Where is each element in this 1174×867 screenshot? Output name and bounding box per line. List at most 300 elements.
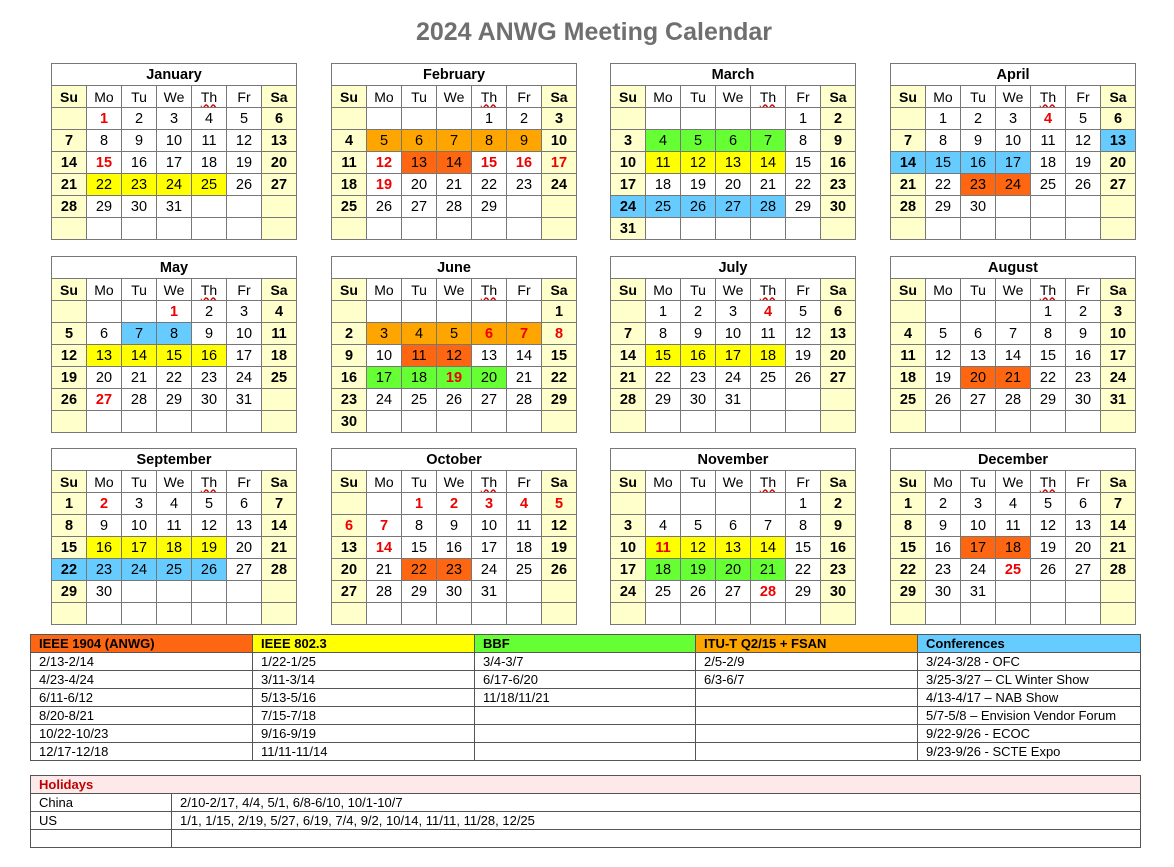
day-cell (891, 108, 926, 130)
day-cell: 2 (122, 108, 157, 130)
day-cell: 9 (192, 323, 227, 345)
day-cell: 26 (681, 581, 716, 603)
week-row (52, 323, 297, 345)
day-cell: 23 (122, 174, 157, 196)
day-cell (472, 603, 507, 625)
day-cell: 31 (611, 218, 646, 240)
day-cell: 29 (472, 196, 507, 218)
legend-entry: 3/24-3/28 - OFC (918, 653, 1141, 671)
week-row (332, 174, 577, 196)
day-cell: 6 (332, 515, 367, 537)
day-cell (751, 218, 786, 240)
day-cell: 16 (961, 152, 996, 174)
legend-header: BBF (475, 635, 696, 653)
day-cell: 6 (1066, 493, 1101, 515)
day-header: Su (52, 471, 87, 493)
day-cell: 11 (996, 515, 1031, 537)
day-header: We (437, 86, 472, 108)
day-cell: 26 (542, 559, 577, 581)
week-row (332, 323, 577, 345)
legend-row (31, 725, 1141, 743)
day-cell (472, 411, 507, 433)
week-row (891, 345, 1136, 367)
week-row (332, 559, 577, 581)
legend-row (31, 707, 1141, 725)
day-cell: 6 (716, 515, 751, 537)
day-cell: 15 (786, 152, 821, 174)
day-cell: 7 (437, 130, 472, 152)
day-cell: 8 (157, 323, 192, 345)
day-cell (52, 603, 87, 625)
week-row (891, 174, 1136, 196)
day-cell (716, 108, 751, 130)
day-cell: 25 (192, 174, 227, 196)
day-cell: 11 (751, 323, 786, 345)
week-row (52, 108, 297, 130)
meeting-legend-table (30, 634, 1141, 761)
day-cell (52, 218, 87, 240)
day-cell: 1 (87, 108, 122, 130)
day-header: Fr (1066, 86, 1101, 108)
day-cell: 18 (646, 174, 681, 196)
day-cell: 3 (227, 301, 262, 323)
day-cell: 7 (751, 515, 786, 537)
day-header: Sa (542, 279, 577, 301)
day-cell (227, 196, 262, 218)
day-cell (542, 196, 577, 218)
day-cell (192, 218, 227, 240)
day-cell: 19 (227, 152, 262, 174)
week-row (52, 389, 297, 411)
week-row (332, 367, 577, 389)
day-header: Tu (402, 471, 437, 493)
day-cell: 22 (402, 559, 437, 581)
day-cell: 6 (472, 323, 507, 345)
day-cell: 24 (472, 559, 507, 581)
day-cell: 9 (681, 323, 716, 345)
day-cell: 22 (786, 559, 821, 581)
day-cell: 26 (227, 174, 262, 196)
day-header: Su (52, 86, 87, 108)
day-cell: 5 (1031, 493, 1066, 515)
day-cell: 14 (891, 152, 926, 174)
week-row (611, 218, 856, 240)
day-cell: 24 (122, 559, 157, 581)
day-cell: 4 (646, 130, 681, 152)
day-header: Sa (1101, 471, 1136, 493)
day-cell: 20 (472, 367, 507, 389)
day-cell (1066, 603, 1101, 625)
day-cell (367, 603, 402, 625)
day-cell (1066, 218, 1101, 240)
day-header: Su (52, 279, 87, 301)
day-cell: 9 (437, 515, 472, 537)
day-header: Su (891, 86, 926, 108)
day-cell: 16 (821, 152, 856, 174)
day-cell: 11 (262, 323, 297, 345)
day-header: Tu (122, 279, 157, 301)
day-header: Sa (262, 86, 297, 108)
week-row (332, 301, 577, 323)
day-cell: 24 (227, 367, 262, 389)
day-header: Tu (681, 279, 716, 301)
day-cell: 19 (681, 559, 716, 581)
day-cell (262, 389, 297, 411)
legend-entry (696, 707, 918, 725)
day-cell: 27 (472, 389, 507, 411)
day-cell (227, 603, 262, 625)
day-cell: 26 (681, 196, 716, 218)
day-cell (891, 603, 926, 625)
day-header: Su (332, 86, 367, 108)
day-cell: 24 (1101, 367, 1136, 389)
day-header: Sa (262, 471, 297, 493)
day-cell: 29 (542, 389, 577, 411)
day-cell: 30 (1066, 389, 1101, 411)
day-header: Mo (87, 279, 122, 301)
day-cell: 13 (716, 537, 751, 559)
day-header-label: Th (1039, 88, 1057, 105)
day-cell: 20 (332, 559, 367, 581)
day-cell: 23 (926, 559, 961, 581)
day-cell: 8 (1031, 323, 1066, 345)
day-header-label: Th (200, 281, 218, 298)
day-cell (821, 218, 856, 240)
month-january (51, 63, 297, 240)
day-cell: 1 (157, 301, 192, 323)
day-header: We (716, 279, 751, 301)
day-cell (891, 411, 926, 433)
day-cell: 17 (611, 174, 646, 196)
week-row (52, 603, 297, 625)
day-cell: 2 (437, 493, 472, 515)
day-cell: 10 (996, 130, 1031, 152)
day-cell (367, 108, 402, 130)
day-cell: 5 (681, 515, 716, 537)
day-cell (821, 603, 856, 625)
day-header (192, 279, 227, 301)
week-row (52, 152, 297, 174)
day-cell: 17 (157, 152, 192, 174)
holidays-table (30, 775, 1141, 848)
day-header: Fr (507, 471, 542, 493)
day-cell: 10 (157, 130, 192, 152)
day-header: Mo (646, 86, 681, 108)
day-cell: 22 (891, 559, 926, 581)
day-cell: 10 (367, 345, 402, 367)
week-row (611, 196, 856, 218)
day-cell: 8 (786, 130, 821, 152)
holiday-row (31, 830, 1141, 848)
week-row (332, 108, 577, 130)
legend-header: IEEE 1904 (ANWG) (31, 635, 253, 653)
day-cell (1101, 581, 1136, 603)
day-cell: 20 (227, 537, 262, 559)
day-cell (1031, 218, 1066, 240)
day-cell: 15 (786, 537, 821, 559)
day-cell: 23 (87, 559, 122, 581)
week-row (332, 130, 577, 152)
day-cell (681, 493, 716, 515)
day-cell (926, 218, 961, 240)
day-header: We (437, 279, 472, 301)
day-cell: 24 (157, 174, 192, 196)
week-row (891, 367, 1136, 389)
day-header: Sa (542, 471, 577, 493)
legend-entry (475, 743, 696, 761)
day-cell: 12 (1031, 515, 1066, 537)
day-cell: 3 (961, 493, 996, 515)
day-cell (542, 411, 577, 433)
day-cell: 18 (157, 537, 192, 559)
day-cell (437, 108, 472, 130)
day-cell: 21 (1101, 537, 1136, 559)
day-header: Su (332, 471, 367, 493)
day-header: Su (611, 279, 646, 301)
day-cell: 8 (926, 130, 961, 152)
day-cell: 1 (891, 493, 926, 515)
day-cell (87, 411, 122, 433)
day-header: We (157, 86, 192, 108)
day-cell: 14 (611, 345, 646, 367)
day-header: We (716, 86, 751, 108)
day-cell (1031, 581, 1066, 603)
week-row (332, 537, 577, 559)
legend-entry: 7/15-7/18 (253, 707, 475, 725)
day-cell: 19 (52, 367, 87, 389)
day-header (751, 279, 786, 301)
day-cell: 13 (1101, 130, 1136, 152)
day-cell (926, 411, 961, 433)
day-cell: 23 (821, 174, 856, 196)
day-cell: 4 (751, 301, 786, 323)
day-cell (367, 493, 402, 515)
legend-entry: 2/13-2/14 (31, 653, 253, 671)
week-row (52, 367, 297, 389)
day-cell (122, 411, 157, 433)
holidays-header: Holidays (31, 776, 1141, 794)
month-name: January (52, 64, 297, 86)
day-header: Fr (227, 471, 262, 493)
legend-header: IEEE 802.3 (253, 635, 475, 653)
day-cell: 28 (122, 389, 157, 411)
day-cell (507, 218, 542, 240)
day-cell: 28 (52, 196, 87, 218)
day-cell (611, 493, 646, 515)
day-cell (1101, 411, 1136, 433)
day-cell (961, 218, 996, 240)
day-cell: 28 (507, 389, 542, 411)
week-row (332, 345, 577, 367)
day-cell: 4 (507, 493, 542, 515)
day-header: Mo (87, 86, 122, 108)
day-cell: 23 (681, 367, 716, 389)
day-cell (1066, 581, 1101, 603)
day-header: We (996, 279, 1031, 301)
month-november (610, 448, 856, 625)
day-cell: 1 (472, 108, 507, 130)
day-cell (367, 301, 402, 323)
day-cell: 30 (332, 411, 367, 433)
day-cell: 15 (1031, 345, 1066, 367)
day-cell: 4 (996, 493, 1031, 515)
week-row (52, 493, 297, 515)
day-cell: 3 (157, 108, 192, 130)
week-row (52, 301, 297, 323)
day-cell (751, 108, 786, 130)
day-cell: 2 (961, 108, 996, 130)
day-header-label: Th (1039, 281, 1057, 298)
day-header-label: Th (480, 281, 498, 298)
day-cell: 20 (87, 367, 122, 389)
day-cell: 19 (1031, 537, 1066, 559)
day-cell: 23 (507, 174, 542, 196)
month-name: December (891, 449, 1136, 471)
day-cell: 15 (891, 537, 926, 559)
week-row (611, 515, 856, 537)
day-cell (681, 108, 716, 130)
legend-entry (475, 725, 696, 743)
day-header-label: Th (480, 473, 498, 490)
day-header-label: Th (200, 88, 218, 105)
day-cell (367, 218, 402, 240)
day-cell (751, 493, 786, 515)
day-header: Mo (926, 86, 961, 108)
legend-entry: 11/11-11/14 (253, 743, 475, 761)
day-cell: 13 (1066, 515, 1101, 537)
month-name: April (891, 64, 1136, 86)
day-cell (542, 581, 577, 603)
day-header-label: Th (759, 473, 777, 490)
day-cell: 4 (157, 493, 192, 515)
day-cell: 27 (1101, 174, 1136, 196)
day-cell: 3 (716, 301, 751, 323)
day-cell: 1 (926, 108, 961, 130)
day-cell: 26 (926, 389, 961, 411)
day-cell: 5 (542, 493, 577, 515)
day-header: Tu (681, 471, 716, 493)
day-cell: 25 (996, 559, 1031, 581)
legend-entry: 3/4-3/7 (475, 653, 696, 671)
day-cell: 11 (192, 130, 227, 152)
day-cell: 11 (891, 345, 926, 367)
day-cell: 30 (192, 389, 227, 411)
week-row (332, 515, 577, 537)
day-cell: 31 (227, 389, 262, 411)
day-cell: 10 (611, 152, 646, 174)
day-cell: 13 (262, 130, 297, 152)
day-cell: 1 (786, 493, 821, 515)
month-name: June (332, 257, 577, 279)
day-cell: 28 (437, 196, 472, 218)
day-cell: 22 (786, 174, 821, 196)
day-cell: 20 (961, 367, 996, 389)
week-row (891, 196, 1136, 218)
day-cell: 10 (227, 323, 262, 345)
day-cell (1031, 196, 1066, 218)
day-cell: 11 (646, 537, 681, 559)
day-cell: 9 (87, 515, 122, 537)
day-cell (926, 603, 961, 625)
day-header: Mo (367, 279, 402, 301)
day-cell: 21 (891, 174, 926, 196)
day-cell: 9 (122, 130, 157, 152)
day-header (192, 86, 227, 108)
day-cell: 15 (402, 537, 437, 559)
day-cell: 24 (611, 196, 646, 218)
day-cell: 22 (472, 174, 507, 196)
legend-entry: 6/11-6/12 (31, 689, 253, 707)
day-cell: 21 (437, 174, 472, 196)
day-cell (926, 301, 961, 323)
day-cell: 24 (542, 174, 577, 196)
day-cell: 28 (262, 559, 297, 581)
week-row (611, 411, 856, 433)
day-cell: 25 (646, 581, 681, 603)
day-cell: 15 (542, 345, 577, 367)
day-cell: 16 (926, 537, 961, 559)
holiday-row (31, 812, 1141, 830)
legend-entry: 12/17-12/18 (31, 743, 253, 761)
day-cell (402, 301, 437, 323)
day-cell: 11 (507, 515, 542, 537)
day-header: Mo (367, 86, 402, 108)
day-cell (786, 389, 821, 411)
day-cell: 14 (1101, 515, 1136, 537)
day-cell: 15 (646, 345, 681, 367)
legend-row (31, 671, 1141, 689)
day-cell (751, 411, 786, 433)
day-cell: 5 (786, 301, 821, 323)
day-cell: 18 (751, 345, 786, 367)
day-cell: 27 (1066, 559, 1101, 581)
day-cell (996, 581, 1031, 603)
day-cell: 28 (367, 581, 402, 603)
legend-entry: 10/22-10/23 (31, 725, 253, 743)
day-header (751, 471, 786, 493)
day-cell: 2 (926, 493, 961, 515)
legend-entry: 9/23-9/26 - SCTE Expo (918, 743, 1141, 761)
day-cell (437, 603, 472, 625)
day-cell: 2 (332, 323, 367, 345)
day-header: We (437, 471, 472, 493)
day-header: Tu (402, 279, 437, 301)
day-header (472, 279, 507, 301)
day-header: Fr (227, 279, 262, 301)
day-cell: 19 (681, 174, 716, 196)
week-row (52, 515, 297, 537)
day-cell: 6 (821, 301, 856, 323)
day-cell: 24 (716, 367, 751, 389)
week-row (611, 301, 856, 323)
day-cell: 12 (786, 323, 821, 345)
legend-header: ITU-T Q2/15 + FSAN (696, 635, 918, 653)
day-cell: 30 (681, 389, 716, 411)
legend-entry: 2/5-2/9 (696, 653, 918, 671)
month-march (610, 63, 856, 240)
day-cell (192, 411, 227, 433)
day-cell: 16 (87, 537, 122, 559)
legend-entry (475, 707, 696, 725)
day-cell: 21 (996, 367, 1031, 389)
week-row (611, 603, 856, 625)
day-cell: 27 (87, 389, 122, 411)
day-cell (786, 411, 821, 433)
day-cell (611, 603, 646, 625)
day-header (192, 471, 227, 493)
day-cell: 3 (542, 108, 577, 130)
day-cell: 16 (332, 367, 367, 389)
